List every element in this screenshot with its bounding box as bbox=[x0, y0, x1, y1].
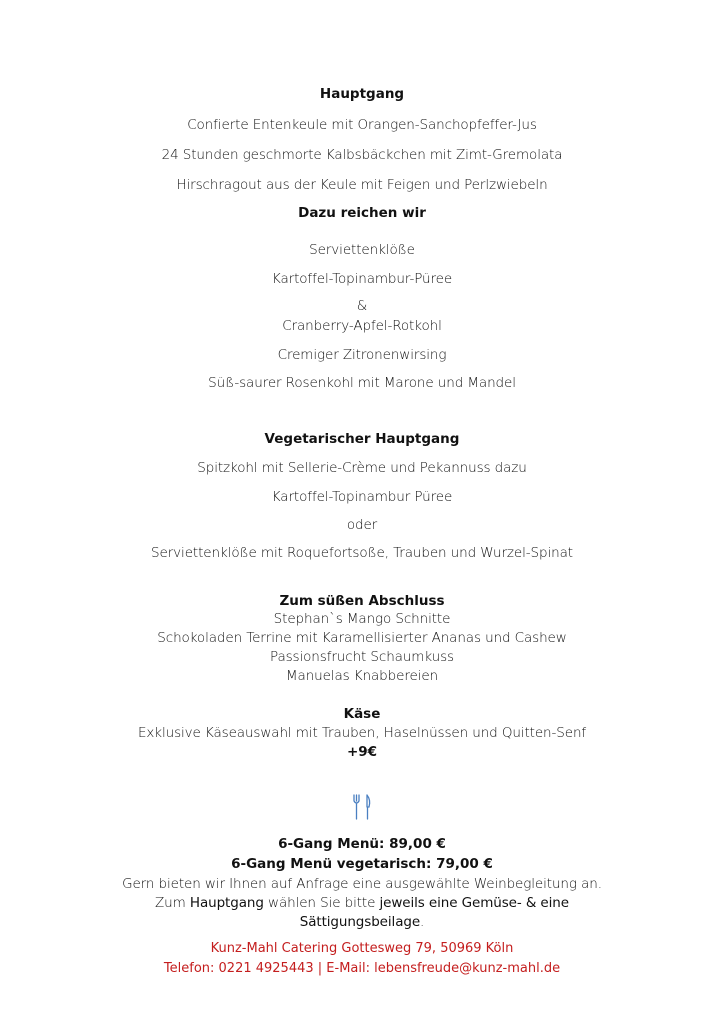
hauptgang-item: 24 Stunden geschmorte Kalbsbäckchen mit Zimt-Gremolata bbox=[161, 147, 563, 163]
kaese-surcharge: +9€ bbox=[346, 744, 378, 760]
choice-text: wählen Sie bitte bbox=[263, 895, 380, 911]
price-menu-veg: 6-Gang Menü vegetarisch: 79,00 € bbox=[231, 856, 493, 872]
kaese-title: Käse bbox=[343, 706, 381, 722]
choice-text: Zum bbox=[155, 895, 190, 911]
price-menu: 6-Gang Menü: 89,00 € bbox=[278, 836, 446, 852]
dessert-item: Stephan`s Mango Schnitte bbox=[273, 611, 451, 627]
vegetarisch-or: oder bbox=[346, 517, 378, 533]
footer-contact: Telefon: 0221 4925443 | E-Mail: lebensfreude@kunz-mahl.de bbox=[163, 961, 561, 976]
beilagen-item: Süß-saurer Rosenkohl mit Marone und Mandel bbox=[208, 375, 516, 391]
dessert-item: Passionsfrucht Schaumkuss bbox=[270, 649, 454, 665]
dessert-item: Manuelas Knabbereien bbox=[286, 668, 438, 684]
choice-note-cont bbox=[0, 914, 724, 930]
hauptgang-item: Hirschragout aus der Keule mit Feigen und Perlzwiebeln bbox=[176, 177, 548, 193]
vegetarisch-item: Kartoffel-Topinambur Püree bbox=[271, 489, 453, 505]
cutlery-icon bbox=[349, 792, 375, 822]
footer-address: Kunz-Mahl Catering Gottesweg 79, 50969 Köln bbox=[210, 941, 514, 956]
choice-bold: Hauptgang bbox=[189, 895, 264, 911]
choice-bold: jeweils eine Gemüse- & eine bbox=[379, 895, 569, 911]
vegetarisch-item: Spitzkohl mit Sellerie-Crème und Pekannuss dazu bbox=[197, 460, 527, 476]
vegetarisch-item: Serviettenklöße mit Roquefortsoße, Trauben und Wurzel-Spinat bbox=[151, 545, 573, 561]
dessert-title: Zum süßen Abschluss bbox=[279, 593, 445, 609]
choice-bold: Sättigungsbeilage bbox=[299, 914, 421, 930]
vegetarisch-title: Vegetarischer Hauptgang bbox=[264, 431, 460, 447]
beilagen-item: Cremiger Zitronenwirsing bbox=[277, 347, 447, 363]
hauptgang-item: Confierte Entenkeule mit Orangen-Sanchopfeffer-Jus bbox=[187, 117, 537, 133]
beilagen-ampersand: & bbox=[356, 298, 368, 314]
kaese-item: Exklusive Käseauswahl mit Trauben, Haselnüssen und Quitten-Senf bbox=[137, 725, 587, 741]
hauptgang-title: Hauptgang bbox=[319, 86, 405, 102]
beilagen-item: Kartoffel-Topinambur-Püree bbox=[271, 271, 453, 287]
wine-note: Gern bieten wir Ihnen auf Anfrage eine ausgewählte Weinbegleitung an. bbox=[122, 876, 602, 892]
choice-text: . bbox=[420, 914, 425, 930]
dessert-item: Schokoladen Terrine mit Karamellisierter Ananas und Cashew bbox=[157, 630, 567, 646]
beilagen-item: Cranberry-Apfel-Rotkohl bbox=[282, 318, 442, 334]
beilagen-item: Serviettenklöße bbox=[309, 242, 415, 258]
choice-note bbox=[0, 895, 724, 911]
beilagen-title: Dazu reichen wir bbox=[298, 205, 426, 221]
